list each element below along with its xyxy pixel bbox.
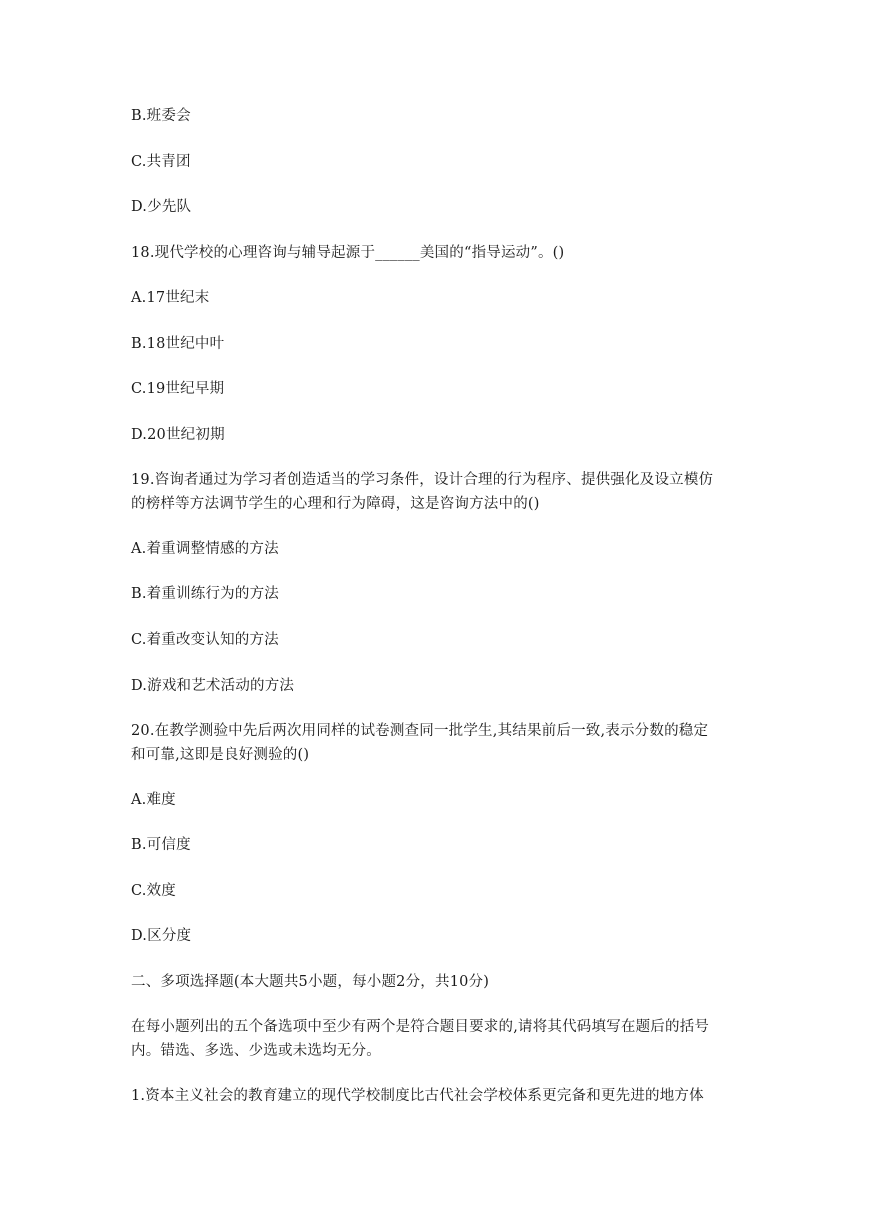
option-19-c: C.着重改变认知的方法 — [131, 632, 279, 648]
question-19-line-1: 19.咨询者通过为学习者创造适当的学习条件，设计合理的行为程序、提供强化及设立模仿 — [131, 472, 714, 488]
option-20-b: B.可信度 — [131, 837, 191, 853]
option-20-d: D.区分度 — [131, 928, 192, 944]
option-17-c: C.共青团 — [131, 154, 191, 170]
option-18-b: B.18世纪中叶 — [131, 336, 225, 352]
section-heading-multiple-choice: 二、多项选择题(本大题共5小题，每小题2分，共10分) — [131, 974, 490, 990]
question-19-line-2: 的榜样等方法调节学生的心理和行为障碍，这是咨询方法中的() — [131, 496, 540, 512]
question-20-line-1: 20.在教学测验中先后两次用同样的试卷测查同一批学生,其结果前后一致,表示分数的稳定 — [131, 723, 709, 739]
option-19-d: D.游戏和艺术活动的方法 — [131, 678, 295, 694]
instructions-line-2: 内。错选、多选、少选或未选均无分。 — [131, 1043, 381, 1059]
option-19-a: A.着重调整情感的方法 — [131, 541, 279, 557]
question-18: 18.现代学校的心理咨询与辅导起源于______美国的“指导运动”。() — [131, 245, 565, 261]
option-20-c: C.效度 — [131, 883, 176, 899]
instructions-line-1: 在每小题列出的五个备选项中至少有两个是符合题目要求的,请将其代码填写在题后的括号 — [131, 1019, 710, 1035]
option-18-c: C.19世纪早期 — [131, 381, 225, 397]
multi-question-1: 1.资本主义社会的教育建立的现代学校制度比古代社会学校体系更完备和更先进的地方体 — [131, 1088, 704, 1104]
option-17-d: D.少先队 — [131, 199, 192, 215]
option-17-b: B.班委会 — [131, 108, 191, 124]
question-20-line-2: 和可靠,这即是良好测验的() — [131, 747, 310, 763]
option-20-a: A.难度 — [131, 792, 176, 808]
option-18-a: A.17世纪末 — [131, 290, 210, 306]
option-18-d: D.20世纪初期 — [131, 427, 225, 443]
option-19-b: B.着重训练行为的方法 — [131, 586, 279, 602]
